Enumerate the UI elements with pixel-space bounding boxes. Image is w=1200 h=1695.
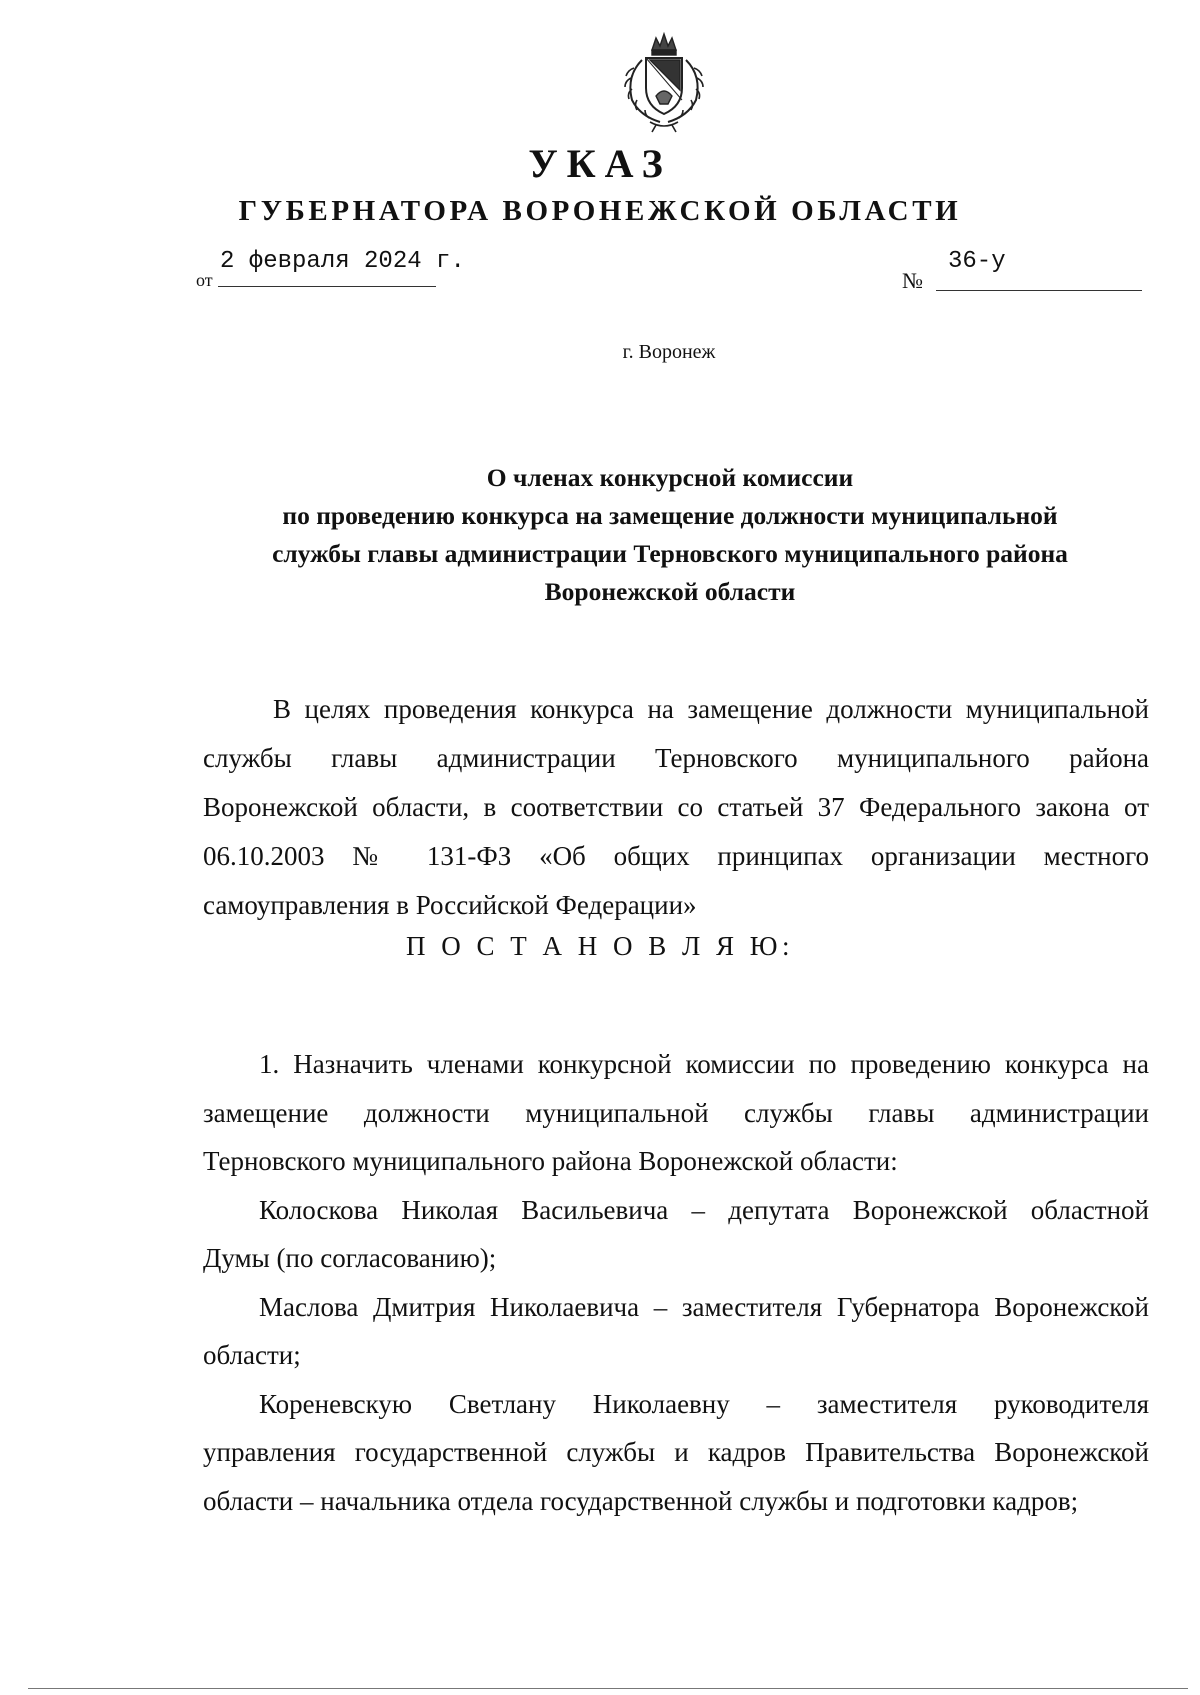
number-prefix: № <box>902 268 923 293</box>
member-line: Кореневскую Светлану Николаевну – заместителя руководителя <box>259 1388 1149 1419</box>
item-paragraph <box>203 1040 1149 1525</box>
date-underline <box>218 286 436 287</box>
preamble-line: В целях проведения конкурса на замещение должности муниципальной <box>273 694 1149 724</box>
document-date: 2 февраля 2024 г. <box>220 248 465 275</box>
preamble-line: Воронежской области, в соответствии со статьей 37 Федерального закона от <box>203 792 1149 822</box>
member-line: управления государственной службы и кадров Правительства Воронежской <box>203 1437 1149 1467</box>
document-type-title: УКАЗ <box>528 141 672 186</box>
member-line: области; <box>203 1340 301 1370</box>
number-underline <box>936 290 1142 291</box>
item-line: замещение должности муниципальной службы главы администрации <box>203 1097 1149 1128</box>
heading-line: Воронежской области <box>544 577 796 606</box>
preamble-line: самоуправления в Российской Федерации» <box>203 890 697 920</box>
city-label: г. Воронеж <box>622 341 716 363</box>
member-line: Думы (по согласованию); <box>203 1243 497 1273</box>
issuer-title: ГУБЕРНАТОРА ВОРОНЕЖСКОЙ ОБЛАСТИ <box>238 195 962 227</box>
heading-line: О членах конкурсной комиссии <box>486 463 854 492</box>
document-heading <box>200 459 1140 611</box>
document-number: 36-у <box>948 248 1006 275</box>
heading-line: службы главы администрации Терновского муниципального района <box>272 539 1068 568</box>
date-prefix: от <box>196 270 213 290</box>
preamble-paragraph <box>203 685 1149 930</box>
decree-word: П О С Т А Н О В Л Я Ю: <box>405 931 795 961</box>
member-line: области – начальника отдела государственной службы и подготовки кадров; <box>203 1485 1079 1516</box>
item-line: Терновского муниципального района Воронежской области: <box>203 1146 898 1176</box>
coat-of-arms-icon <box>616 30 712 134</box>
member-line: Колоскова Николая Васильевича – депутата Воронежской областной <box>259 1194 1149 1225</box>
page-bottom-rule <box>28 1688 1188 1689</box>
preamble-line: службы главы администрации Терновского муниципального района <box>203 743 1149 773</box>
preamble-line: 06.10.2003 № 131-ФЗ «Об общих принципах организации местного <box>203 841 1149 871</box>
item-line: 1. Назначить членами конкурсной комиссии по проведению конкурса на <box>259 1049 1149 1079</box>
member-line: Маслова Дмитрия Николаевича – заместителя Губернатора Воронежской <box>259 1291 1149 1322</box>
heading-line: по проведению конкурса на замещение должности муниципальной <box>282 501 1058 530</box>
